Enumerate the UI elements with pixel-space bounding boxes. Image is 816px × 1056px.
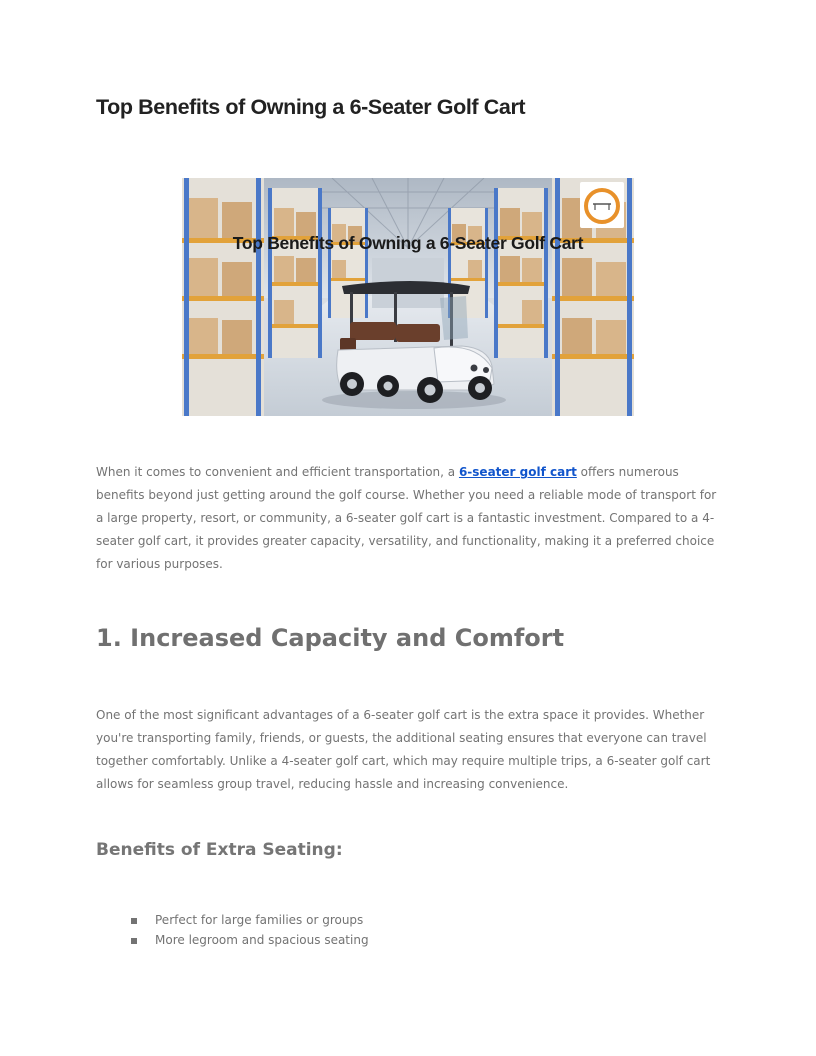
list-item-text: More legroom and spacious seating	[155, 932, 369, 947]
golf-cart-link[interactable]: 6-seater golf cart	[458, 465, 577, 479]
list-item	[130, 931, 369, 951]
hero-caption: Top Benefits of Owning a 6-Seater Golf Cart	[232, 233, 584, 253]
intro-paragraph	[96, 461, 720, 576]
section-heading: 1. Increased Capacity and Comfort	[96, 624, 565, 652]
document-title: Top Benefits of Owning a 6-Seater Golf Cart	[96, 95, 526, 119]
square-bullet-icon	[131, 938, 137, 944]
section-paragraph: One of the most significant advantages of a 6-seater golf cart is the extra space it provides. Whether you're transporting family, friends, or guests, the additional seating ensures that everyone can travel together comfortably. Unlike a 4-seater golf cart, which may require multiple trips, a 6-seater golf cart allows for seamless group travel, reducing hassle and increasing convenience.	[96, 708, 711, 791]
warehouse-golf-cart-illustration	[182, 178, 634, 416]
circle-logo-icon	[580, 182, 624, 228]
benefits-list	[130, 911, 369, 950]
list-item	[130, 911, 369, 931]
subsection-heading: Benefits of Extra Seating:	[96, 840, 343, 860]
list-item-text: Perfect for large families or groups	[155, 913, 364, 927]
intro-text-end: offers numerous benefits beyond just getting around the golf course. Whether you need a reliable mode of transport for a large property, resort, or community, a 6-seater golf cart is a fantastic investment. Compared to a 4-seater golf cart, it provides greater capacity, versatility, and functionality, making it a preferred choice for various purposes.	[96, 465, 717, 571]
square-bullet-icon	[131, 918, 137, 924]
hero-image	[182, 178, 634, 416]
intro-text-start: When it comes to convenient and efficient transportation, a	[96, 465, 459, 479]
